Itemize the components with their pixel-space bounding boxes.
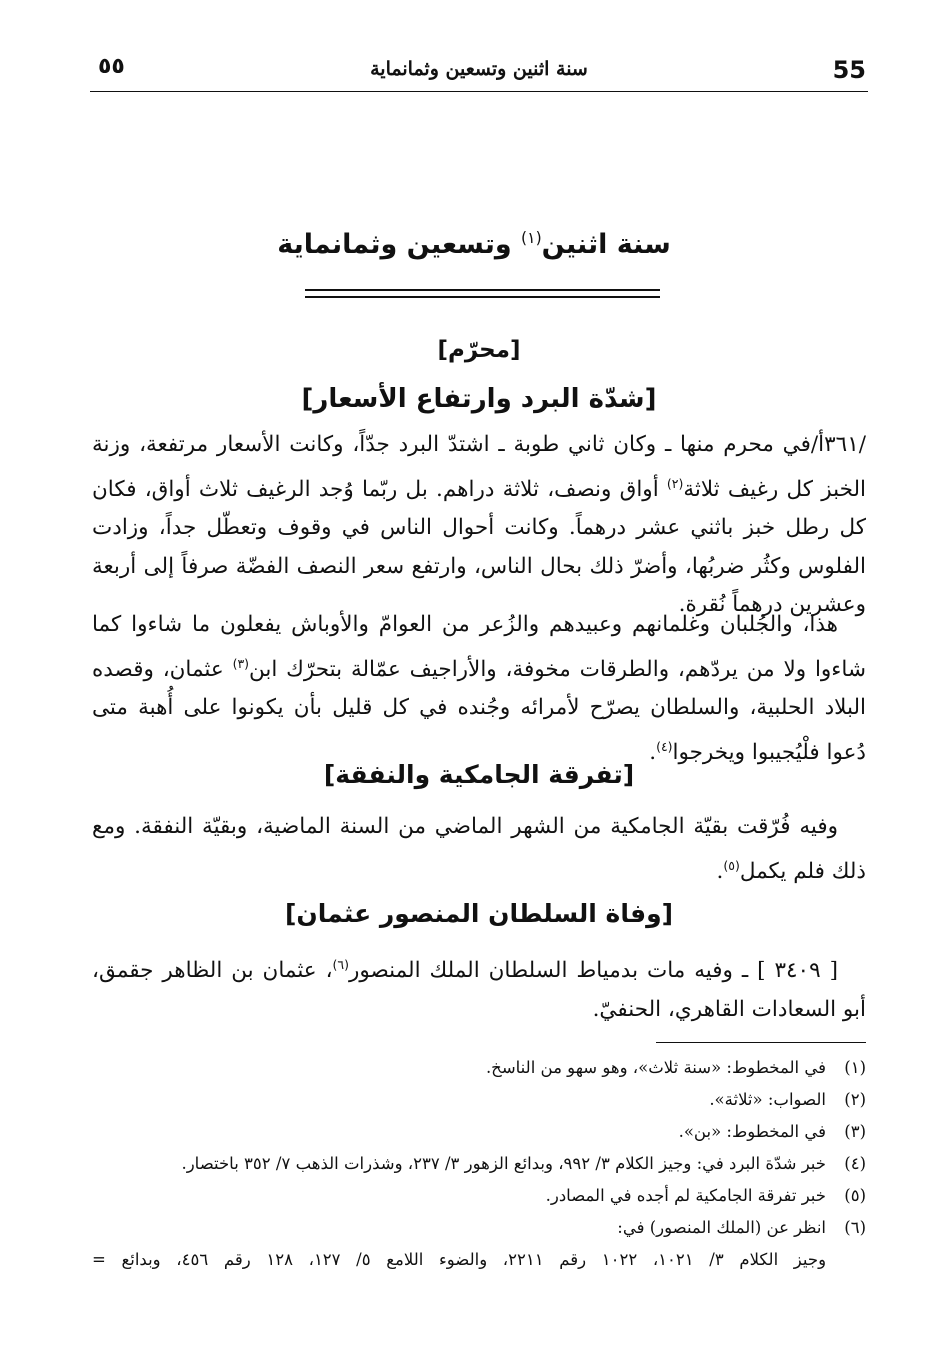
footnote-ref: (٣) [232,655,250,671]
footnote-text: في المخطوط: «بن». [678,1122,826,1141]
footnote [92,1180,866,1212]
header-rule [90,91,868,92]
footnote-text: في المخطوط: «سنة ثلاث»، وهو سهو من الناسخ. [485,1058,826,1077]
section-heading: [تفرقة الجامكية والنفقة] [323,760,635,789]
page-number-latin: 55 [832,56,866,84]
footnote [92,1084,866,1116]
footnotes [92,1052,866,1276]
page-number-arabic: ٥٥ [98,54,125,79]
paragraph-text: ـ وفيه مات بدمياط السلطان الملك المنصور [348,958,758,984]
footnote-text: خبر تفرقة الجامكية لم أجده في المصادر. [545,1186,826,1205]
running-header [92,52,866,92]
running-title: سنة اثنين وتسعين وثمانماية [370,58,588,80]
section-heading: [شدّة البرد وارتفاع الأسعار] [301,384,657,414]
year-title-text: سنة اثنين [541,229,671,260]
section-heading: [وفاة السلطان المنصور عثمان] [284,899,674,928]
paragraph-text: هذا، والجُلبان وغلمانهم وعبيدهم والزُعر من العوامّ والأوباش يفعلون ما شاءوا كما شاءوا ولا من يردّهم، والطرقات مخوفة، والأراجيف عمّالة بتحرّك ابن [92,612,866,682]
entry-number: [ ٣٤٠٩ ] [757,958,838,984]
footnote-number: (٤) [844,1154,866,1173]
footnote [92,1052,866,1084]
paragraph-text: في محرم منها ـ وكان ثاني طوبة ـ اشتدّ البرد جدّاً، وكانت الأسعار مرتفعة، وزنة الخبز كل رغيف ثلاثة [92,432,866,502]
footnote-number: (٦) [844,1218,866,1237]
footnote-number: (٢) [844,1090,866,1109]
footnote-ref: (٥) [723,857,740,873]
footnote-number: (١) [844,1058,866,1077]
paragraph-text: وفيه فُرّقت بقيّة الجامكية من الشهر الماضي من السنة الماضية، وبقيّة النفقة. ومع ذلك فلم يكمل [92,814,866,884]
footnote-number: (٥) [844,1186,866,1205]
body-paragraph [92,426,866,625]
footnote-rule [656,1042,866,1043]
footnote [92,1116,866,1148]
footnote-continuation: وجيز الكلام ٣/ ١٠٢١، ١٠٢٢ رقم ٢٢١١، والضوء اللامع ٥/ ١٢٧، ١٢٨ رقم ٤٥٦، وبدائع = [92,1250,827,1269]
footnote-ref: (٤) [656,738,673,754]
body-paragraph [92,808,866,891]
title-double-rule-top [305,289,660,291]
folio-marker: /٣٦١أ/ [810,432,866,457]
footnote-text: انظر عن (الملك المنصور) في: [617,1218,826,1237]
footnote-ref: (١) [521,228,542,247]
footnote-text: الصواب: «ثلاثة». [709,1090,826,1109]
footnote-ref: (٢) [666,475,684,491]
footnote-text: خبر شدّة البرد في: وجيز الكلام ٣/ ٩٩٢، وبدائع الزهور ٣/ ٢٣٧، وشذرات الذهب ٧/ ٣٥٢ باختصار. [181,1154,826,1173]
body-paragraph [92,606,866,772]
year-title-text: وتسعين وثمانماية [277,229,522,260]
body-paragraph [92,946,866,1029]
paragraph-text: ، عثمان بن الظاهر جقمق، أبو السعادات القاهري، الحنفيّ. [92,958,866,1022]
year-title [200,228,748,260]
paragraph-text: . [649,739,657,765]
month-heading: [محرّم] [437,337,521,363]
footnote-number: (٣) [844,1122,866,1141]
paragraph-text: أواق ونصف، ثلاثة دراهم. بل ربّما وُجد الرغيف ثلاث أواق، فكان كل رطل خبز باثني عشر درهماً. وكانت أحوال الناس في وقوف وتعطّل جداً، وزادت الفلوس وكثُر ضربُها، وأضرّ ذلك بحال الناس، وارتفع سعر النصف الفضّة صرفاً إلى أربعة وعشرين درهماً نُقرة. [92,476,866,618]
footnote [92,1212,866,1244]
footnote-ref: (٦) [332,957,349,972]
paragraph-text: . [716,858,724,884]
title-double-rule-bottom [305,296,660,298]
footnote [92,1148,866,1180]
paragraph-text: عثمان، وقصده البلاد الحلبية، والسلطان يصرّح لأمرائه وجُنده في كل قليل بأن يكونوا على أُهبة متى دُعوا فلْيُجيبوا ويخرجوا [92,656,866,765]
